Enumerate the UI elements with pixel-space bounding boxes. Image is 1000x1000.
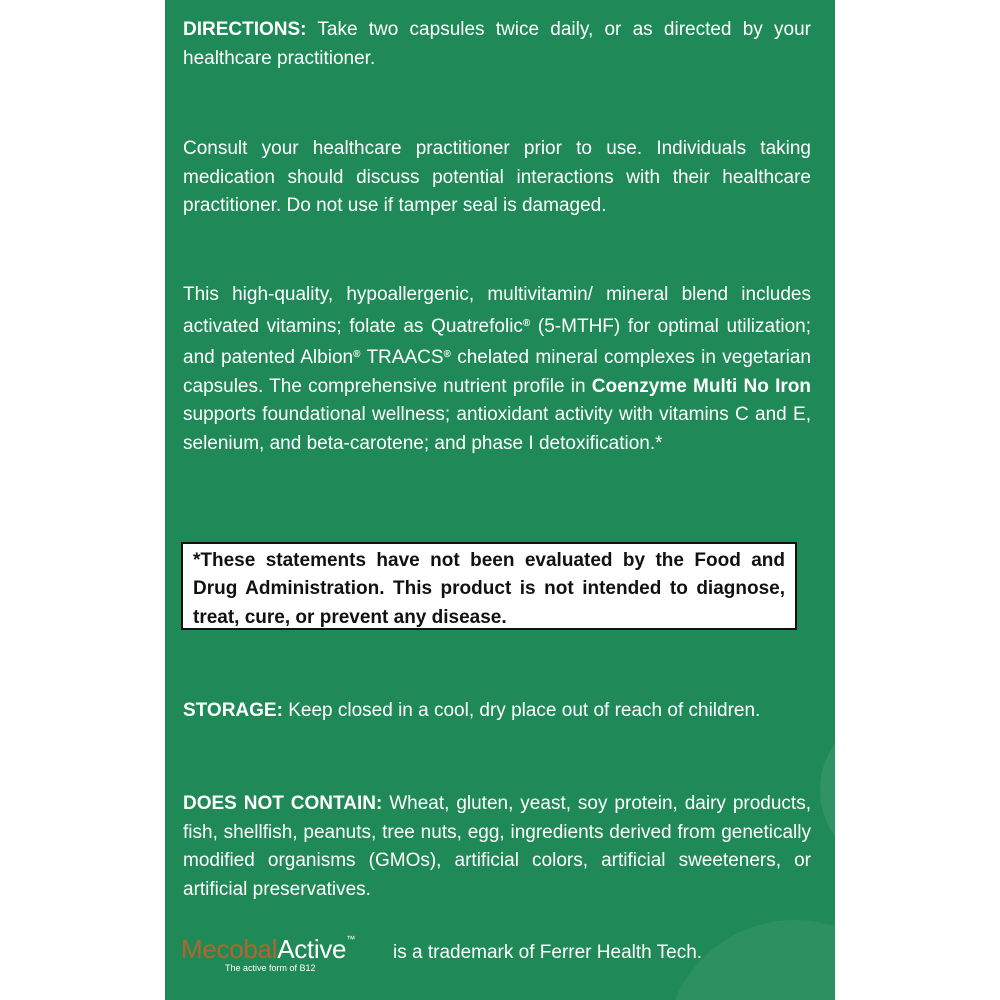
directions-heading: DIRECTIONS: xyxy=(183,19,307,40)
directions-section xyxy=(183,16,811,73)
description-text: (5-MTHF) for optimal utilization; and patented Albion xyxy=(183,315,811,369)
registered-mark: ® xyxy=(443,349,451,361)
product-name: Coenzyme Multi No Iron xyxy=(591,375,811,397)
trademark-statement: is a trademark of Ferrer Health Tech. xyxy=(393,942,703,963)
directions-text: Take two capsules twice daily, or as directed by your healthcare practitioner. xyxy=(183,19,811,69)
does-not-contain-heading: DOES NOT CONTAIN: xyxy=(183,793,383,814)
decorative-circle xyxy=(820,710,835,870)
storage-heading: STORAGE: xyxy=(183,700,283,721)
does-not-contain-section xyxy=(183,790,811,904)
consult-warning: Consult your healthcare practitioner prior to use. Individuals taking medication should discuss potential interactions with their healthcare practitioner. Do not use if tamper seal is damaged. xyxy=(183,138,811,217)
storage-text: Keep closed in a cool, dry place out of reach of children. xyxy=(282,700,761,721)
registered-mark: ® xyxy=(522,317,531,329)
storage-section xyxy=(183,697,811,726)
fda-disclaimer-box: *These statements have not been evaluated by the Food and Drug Administration. This product is not intended to diagnose, treat, cure, or prevent any disease. xyxy=(181,542,797,630)
description-text: TRAACS xyxy=(360,347,444,369)
does-not-contain-text: Wheat, gluten, yeast, soy protein, dairy products, fish, shellfish, peanuts, tree nuts, egg, ingredients derived from genetically modified organisms (GMOs), artificial colors, artificial sweeteners, or artificial preservatives. xyxy=(183,793,811,900)
description-text: chelated mineral complexes in vegetarian capsules. The comprehensive nutrient profile in xyxy=(183,347,811,397)
trademark-line xyxy=(181,934,821,994)
logo-wordmark: MecobalActive™ xyxy=(181,934,355,964)
product-description xyxy=(183,281,811,459)
description-text: This high-quality, hypoallergenic, multivitamin/ mineral blend includes activated vitamins; folate as Quatrefolic xyxy=(183,284,811,337)
supplement-label-panel xyxy=(165,0,835,1000)
description-text: supports foundational wellness; antioxidant activity with vitamins C and E, selenium, and beta-carotene; and phase I detoxification.* xyxy=(183,404,811,454)
logo-tagline: The active form of B12 xyxy=(225,963,316,973)
registered-mark: ® xyxy=(353,349,361,361)
mecobalactive-logo xyxy=(181,934,355,973)
